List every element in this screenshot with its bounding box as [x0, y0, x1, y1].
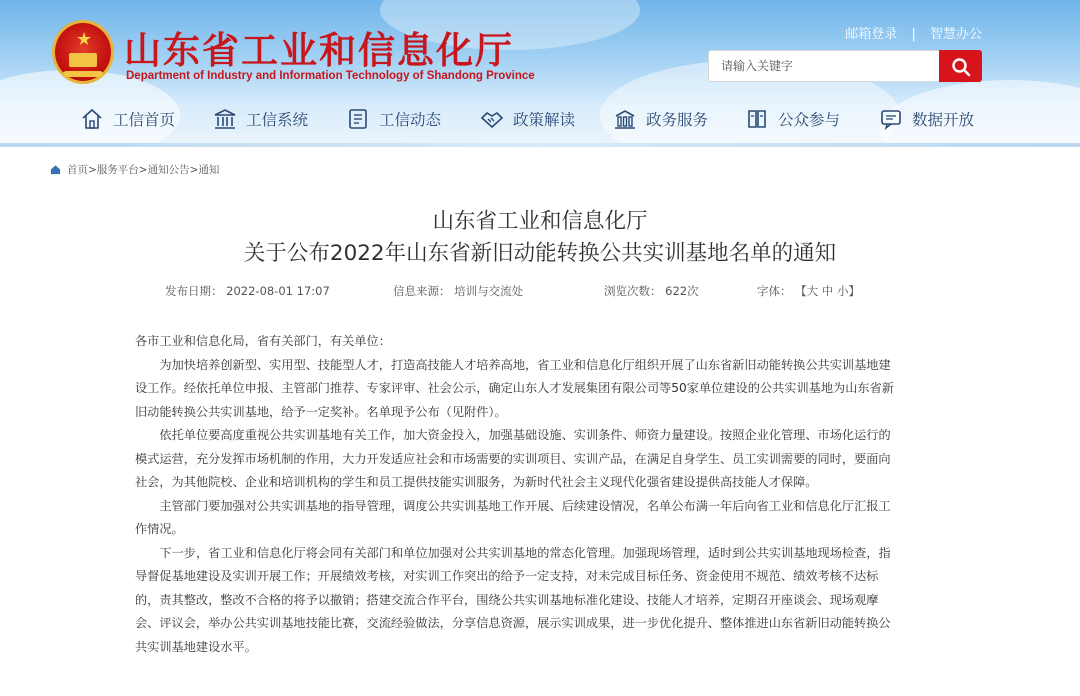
nav-label: 工信系统 [246, 111, 309, 129]
breadcrumb [50, 162, 219, 177]
smart-office-link[interactable]: 智慧办公 [929, 27, 982, 42]
info-source: 信息来源： 培训与交流处 [393, 284, 524, 298]
paragraph: 为加快培养创新型、实用型、技能型人才，打造高技能人才培养高地，省工业和信息化厅组织开展了山东省新旧动能转换公共实训基地建设工作。经依托单位申报、主管部门推荐、专家评审、社会公示，确定山东人才发展集团有限公司等50家单位建设的公共实训基地为山东省新旧动能转换公共实训基地，给予一定奖补。名单现予公布（见附件）。 [135, 357, 894, 419]
chat-icon [879, 107, 903, 131]
nav-item-news[interactable] [346, 104, 441, 134]
article-body [135, 330, 898, 659]
nav-item-system[interactable] [213, 104, 308, 134]
site-subtitle: Department of Industry and Information Technology of Shandong Province [126, 70, 535, 82]
font-size-selector[interactable]: 字体： 【大 中 小】 [757, 284, 860, 298]
salutation: 各市工业和信息化局，省有关部门，有关单位： [135, 334, 391, 348]
national-emblem-logo: ★ [52, 20, 114, 84]
paragraph: 下一步，省工业和信息化厅将会同有关部门和单位加强对公共实训基地的常态化管理。加强现场管理，适时到公共实训基地现场检查，指导督促基地建设及实训开展工作；开展绩效考核，对实训工作突出的给予一定支持，对未完成目标任务、资金使用不规范、绩效考核不达标的，责其整改，整改不合格的将予以撤销；搭建交流合作平台，围绕公共实训基地标准化建设、技能人才培养，定期召开座谈会、现场观摩会、评议会，举办公共实训基地技能比赛，交流经验做法，分享信息资源，展示实训成果，进一步优化提升、整体推进山东省新旧动能转换公共实训基地建设水平。 [135, 545, 891, 654]
nav-item-home[interactable] [80, 104, 175, 134]
breadcrumb-text[interactable]: 首页>服务平台>通知公告>通知 [67, 164, 220, 176]
nav-label: 政策解读 [513, 111, 576, 129]
search-input[interactable]: 请输入关键字 [708, 50, 940, 82]
search-button[interactable] [939, 50, 982, 82]
nav-item-participation[interactable] [745, 104, 840, 134]
article-title-line1: 山东省工业和信息化厅 [432, 209, 648, 234]
top-links [845, 23, 982, 42]
nav-item-policy[interactable] [480, 104, 575, 134]
nav-label: 数据开放 [912, 111, 975, 129]
publish-date: 发布日期： 2022-08-01 17:07 [165, 284, 330, 298]
nav-label: 工信动态 [379, 111, 442, 129]
top-links-separator: | [911, 27, 916, 42]
paragraph: 依托单位要高度重视公共实训基地有关工作，加大资金投入，加强基础设施、实训条件、师资力量建设。按照企业化管理、市场化运行的模式运营，充分发挥市场机制的作用，大力开发适应社会和市场需要的实训项目、实训产品，在满足自身学生、员工实训需要的同时，要面向社会，为其他院校、企业和培训机构的学生和员工提供技能实训服务，为新时代社会主义现代化强省建设提供高技能人才保障。 [135, 428, 891, 489]
nav-label: 政务服务 [646, 111, 709, 129]
view-count: 浏览次数： 622次 [604, 284, 699, 298]
paragraph: 主管部门要加强对公共实训基地的指导管理，调度公共实训基地工作开展、后续建设情况，名单公布满一年后向省工业和信息化厅汇报工作情况。 [135, 498, 891, 536]
mailbox-login-link[interactable]: 邮箱登录 [845, 27, 898, 42]
nav-item-open-data[interactable] [879, 104, 974, 134]
site-title: 山东省工业和信息化厅 [124, 28, 514, 72]
site-header [0, 0, 1080, 143]
document-icon [346, 107, 370, 131]
nav-item-gov-service[interactable] [613, 104, 708, 134]
nav-label: 工信首页 [113, 111, 176, 129]
book-icon [745, 107, 769, 131]
government-building-icon [613, 107, 637, 131]
search-icon [951, 57, 971, 77]
main-nav [0, 100, 1080, 138]
handshake-icon [480, 107, 504, 131]
header-divider [0, 143, 1080, 147]
home-icon [50, 164, 61, 175]
article-title-line2: 关于公布2022年山东省新旧动能转换公共实训基地名单的通知 [243, 241, 837, 266]
home-icon [80, 107, 104, 131]
nav-label: 公众参与 [778, 111, 841, 129]
building-icon [213, 107, 237, 131]
